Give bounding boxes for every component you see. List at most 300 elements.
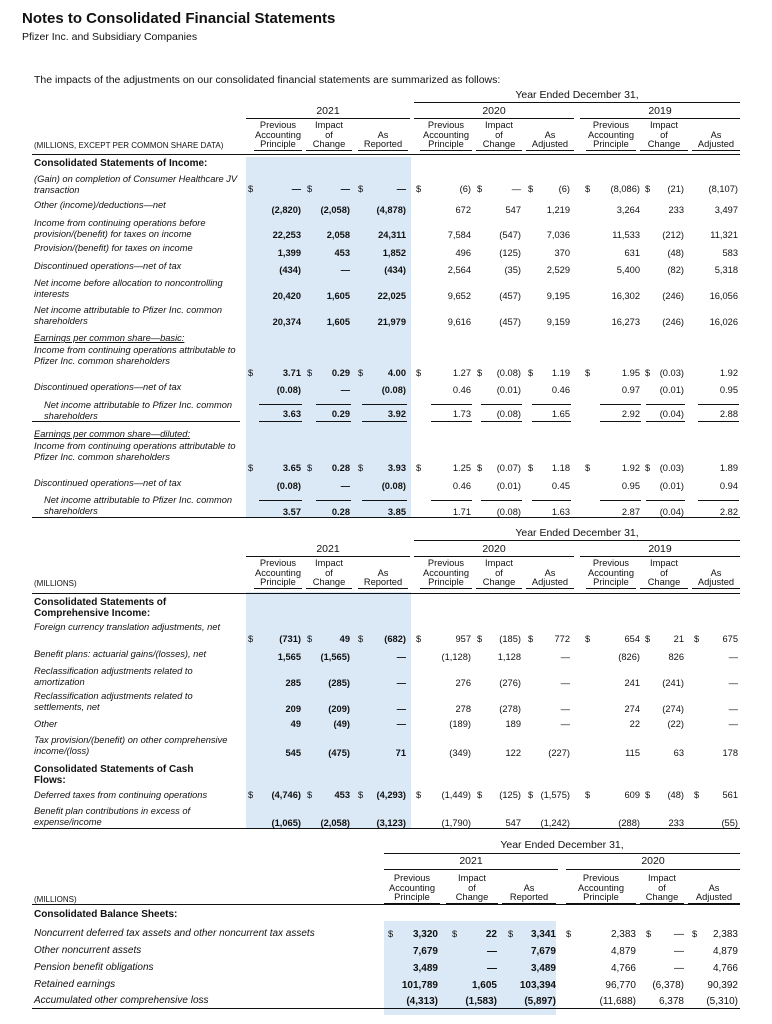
column-header-line: As [710, 129, 722, 140]
comprehensive-row-cell: 178 [722, 748, 738, 758]
column-header-line: Accounting [588, 129, 634, 140]
column-header-line: Accounting [578, 882, 624, 893]
total-rule [259, 404, 302, 405]
dollar-sign: $ [645, 184, 651, 194]
comprehensive-row-cell: 826 [668, 652, 684, 662]
column-header [420, 121, 472, 150]
income-row-cell: (4,878) [376, 205, 406, 215]
eps-diluted-row-cell: (0.01) [496, 481, 521, 491]
balance-row-cell: 3,489 [412, 963, 438, 974]
cash-flow-row-cell: 233 [668, 818, 684, 828]
section-title-balance: Consolidated Balance Sheets: [34, 909, 178, 920]
page-title: Notes to Consolidated Financial Statements [22, 10, 336, 27]
eps-diluted-row-cell: 3.85 [387, 507, 406, 517]
income-row-cell: 11,533 [612, 230, 640, 240]
income-row-cell: 9,159 [546, 317, 570, 327]
comprehensive-row-cell: — [560, 678, 570, 688]
dollar-sign: $ [248, 368, 254, 378]
total-rule [362, 404, 407, 405]
income-row-cell: 453 [334, 248, 350, 258]
income-row-cell: (246) [662, 291, 684, 301]
column-header-line: Accounting [423, 129, 469, 140]
column-header-line: Change [455, 892, 489, 902]
dollar-sign: $ [585, 368, 591, 378]
income-row-cell: 5,318 [714, 265, 738, 275]
comprehensive-row-label: Other [34, 719, 58, 729]
section-end-rule [32, 517, 740, 518]
section-title-cash-flows: Consolidated Statements of Cash Flows: [34, 764, 194, 786]
income-row-cell: 672 [455, 205, 471, 215]
comprehensive-row-cell: 278 [455, 704, 471, 714]
section-end-rule [32, 828, 740, 829]
eps-diluted-row-cell: (0.07) [496, 463, 521, 473]
eps-diluted-row-cell: 2.82 [719, 507, 738, 517]
column-header-line: Principle [394, 892, 430, 902]
column-header [526, 559, 574, 588]
eps-diluted-row-cell: (0.08) [496, 507, 521, 517]
income-row-cell: 496 [455, 248, 471, 258]
income-row-cell: (21) [667, 184, 684, 194]
column-header-line: Impact [650, 120, 678, 130]
eps-basic-row-cell: (0.08) [496, 409, 521, 419]
balance-row-cell: — [674, 946, 684, 957]
column-header-rule [526, 588, 574, 589]
income-row-label: Net income attributable to Pfizer Inc. common shareholders [34, 305, 223, 326]
column-header-line: Previous [259, 558, 297, 568]
eps-diluted-row-cell: (0.08) [381, 481, 406, 491]
eps-diluted-row-label: Income from continuing operations attributable to Pfizer Inc. common shareholders [34, 441, 236, 462]
column-header-line: Change [312, 139, 346, 149]
total-rule [362, 500, 407, 501]
column-header [420, 559, 472, 588]
comprehensive-row-cell: 545 [285, 748, 301, 758]
dollar-sign: $ [645, 634, 651, 644]
dollar-sign: $ [307, 463, 313, 473]
comprehensive-row-label: Benefit plans: actuarial gains/(losses), net [34, 649, 207, 659]
dollar-sign: $ [528, 463, 534, 473]
income-row-cell: 11,321 [710, 230, 738, 240]
income-row-cell: — [511, 184, 521, 194]
comprehensive-row-cell: — [396, 719, 406, 729]
balance-row-cell: 1,605 [471, 980, 497, 991]
comprehensive-row-cell: 49 [339, 634, 350, 644]
comprehensive-row-cell: 772 [554, 634, 570, 644]
income-row-label: (Gain) on completion of Consumer Healthcare JV transaction [34, 174, 238, 195]
cash-flow-row-cell: (1,449) [441, 790, 471, 800]
total-rule [646, 500, 685, 501]
year-rule [414, 556, 574, 557]
column-header-line: Principle [260, 577, 296, 587]
comprehensive-row-cell: 49 [290, 719, 301, 729]
total-rule [316, 500, 351, 501]
balance-row-cell: 4,879 [610, 946, 636, 957]
comprehensive-row-cell: 21 [673, 634, 684, 644]
column-header-line: Previous [427, 120, 465, 130]
cash-flow-row-cell: (1,065) [271, 818, 301, 828]
income-row-cell: (2,058) [320, 205, 350, 215]
eps-basic-row-cell: 0.95 [719, 385, 738, 395]
balance-row-cell: 2,383 [712, 929, 738, 940]
eps-basic-row-cell: 1.19 [551, 368, 570, 378]
dollar-sign: $ [694, 790, 700, 800]
eps-basic-row-label: Income from continuing operations attributable to Pfizer Inc. common shareholders [34, 345, 236, 366]
income-row-cell: (35) [504, 265, 521, 275]
year-rule [580, 118, 740, 119]
column-header-line: Principle [260, 139, 296, 149]
column-header [306, 121, 352, 150]
comprehensive-row-cell: (209) [328, 704, 350, 714]
year-rule [566, 869, 740, 870]
eps-diluted-row-cell: 1.25 [452, 463, 471, 473]
cash-flow-row-cell: (4,746) [271, 790, 301, 800]
balance-row-cell: 7,679 [530, 946, 556, 957]
total-rule [431, 421, 472, 422]
column-header-line: of [495, 567, 503, 578]
dollar-sign: $ [307, 634, 313, 644]
dollar-sign: $ [528, 790, 534, 800]
column-header-line: of [468, 882, 476, 893]
total-rule [481, 500, 522, 501]
eps-basic-row-cell: (0.01) [659, 385, 684, 395]
total-rule [362, 421, 407, 422]
income-row-cell: (434) [384, 265, 406, 275]
year-2021: 2021 [316, 543, 340, 555]
column-header [358, 121, 408, 150]
eps-basic-row-cell: 3.71 [282, 368, 301, 378]
column-header [692, 121, 740, 150]
income-row-cell: 233 [668, 205, 684, 215]
dollar-sign: $ [358, 790, 364, 800]
column-header-rule [306, 150, 352, 151]
cash-flow-row-cell: (125) [499, 790, 521, 800]
section-title-income: Consolidated Statements of Income: [34, 158, 208, 169]
dollar-sign: $ [416, 463, 422, 473]
income-row-cell: (82) [667, 265, 684, 275]
income-row-cell: — [340, 184, 350, 194]
comprehensive-row-cell: (278) [499, 704, 521, 714]
eps-basic-row-cell: 1.65 [551, 409, 570, 419]
eps-basic-row-label: Net income attributable to Pfizer Inc. common shareholders [44, 400, 233, 421]
comprehensive-row-cell: 189 [505, 719, 521, 729]
eps-basic-row-cell: (0.04) [659, 409, 684, 419]
comprehensive-row-cell: (227) [548, 748, 570, 758]
eps-diluted-row-label: Net income attributable to Pfizer Inc. common shareholders [44, 495, 233, 516]
cash-flow-row-cell: (1,790) [441, 818, 471, 828]
eps-basic-row-cell: 1.95 [621, 368, 640, 378]
dollar-sign: $ [694, 634, 700, 644]
column-header-line: Accounting [423, 567, 469, 578]
balance-row-cell: (11,688) [599, 996, 636, 1007]
eps-basic-row-cell: 0.29 [331, 368, 350, 378]
income-row-cell: 2,564 [447, 265, 471, 275]
year-rule [384, 869, 558, 870]
column-header-rule [586, 588, 636, 589]
eps-diluted-label: Earnings per common share—diluted: [34, 429, 191, 439]
eps-basic-row-cell: 1.92 [719, 368, 738, 378]
dollar-sign: $ [528, 634, 534, 644]
comprehensive-row-cell: — [560, 652, 570, 662]
comprehensive-row-cell: (1,128) [441, 652, 471, 662]
section-end-rule [32, 1008, 740, 1009]
column-header-rule [640, 588, 688, 589]
total-rule [532, 421, 571, 422]
cash-flow-row-cell: (1,242) [540, 818, 570, 828]
income-row-cell: (457) [499, 317, 521, 327]
balance-row-label: Other noncurrent assets [34, 945, 142, 956]
income-row-cell: 21,979 [377, 317, 406, 327]
column-header-line: Principle [593, 139, 629, 149]
comprehensive-row-cell: (731) [279, 634, 301, 644]
income-row-label: Discontinued operations—net of tax [34, 261, 182, 271]
column-header-line: Change [647, 577, 681, 587]
cash-flow-row-cell: (3,123) [376, 818, 406, 828]
column-header-line: Principle [428, 139, 464, 149]
balance-row-cell: 4,766 [610, 963, 636, 974]
dollar-sign: $ [566, 929, 572, 939]
column-header-rule [692, 150, 740, 151]
column-header-line: Impact [650, 558, 678, 568]
dollar-sign: $ [585, 790, 591, 800]
income-row-cell: — [340, 265, 350, 275]
eps-diluted-row-label: Discontinued operations—net of tax [34, 478, 182, 488]
eps-diluted-row-cell: 1.63 [551, 507, 570, 517]
comprehensive-row-cell: 22 [629, 719, 640, 729]
eps-diluted-row-cell: (0.04) [659, 507, 684, 517]
dollar-sign: $ [248, 463, 254, 473]
eps-basic-row-cell: (0.03) [659, 368, 684, 378]
balance-row-cell: (4,313) [406, 996, 438, 1007]
dollar-sign: $ [358, 463, 364, 473]
comprehensive-row-cell: — [728, 719, 738, 729]
column-header-line: Previous [592, 120, 630, 130]
dollar-sign: $ [528, 184, 534, 194]
cash-flow-row-cell: (4,293) [376, 790, 406, 800]
year-2020: 2020 [482, 543, 506, 555]
dollar-sign: $ [477, 184, 483, 194]
dollar-sign: $ [416, 368, 422, 378]
page-subtitle: Pfizer Inc. and Subsidiary Companies [22, 31, 198, 43]
eps-diluted-row-cell: 3.93 [387, 463, 406, 473]
eps-basic-row-cell: — [340, 385, 350, 395]
column-header-line: Principle [593, 577, 629, 587]
total-rule [259, 421, 302, 422]
income-row-cell: 9,195 [546, 291, 570, 301]
column-header-line: Impact [485, 558, 513, 568]
income-row-cell: 3,497 [714, 205, 738, 215]
comprehensive-row-cell: 1,565 [277, 652, 301, 662]
column-header-line: Adjusted [697, 577, 735, 587]
dollar-sign: $ [477, 790, 483, 800]
dollar-sign: $ [477, 463, 483, 473]
column-header-line: Previous [427, 558, 465, 568]
comprehensive-row-cell: (1,565) [320, 652, 350, 662]
comprehensive-row-cell: — [728, 678, 738, 688]
column-header [526, 121, 574, 150]
eps-basic-row-cell: 1.27 [452, 368, 471, 378]
total-rule [481, 404, 522, 405]
eps-diluted-row-cell: 0.45 [551, 481, 570, 491]
income-row-cell: (125) [499, 248, 521, 258]
column-header-line: As [377, 567, 389, 578]
year-2020: 2020 [641, 855, 665, 867]
eps-basic-row-cell: 0.46 [551, 385, 570, 395]
cash-flow-row-cell: 547 [505, 818, 521, 828]
column-header-rule [358, 588, 408, 589]
income-row-cell: 583 [722, 248, 738, 258]
income-row-cell: 16,026 [709, 317, 738, 327]
period-title: Year Ended December 31, [515, 527, 639, 539]
column-header [446, 874, 498, 903]
income-row-cell: (547) [499, 230, 521, 240]
column-header [688, 874, 740, 903]
column-header-rule [358, 150, 408, 151]
column-header-line: Impact [648, 873, 676, 883]
column-header-line: Accounting [389, 882, 435, 893]
column-header [384, 874, 440, 903]
column-header-line: of [660, 129, 668, 140]
column-header [640, 121, 688, 150]
total-rule [600, 421, 641, 422]
column-header [476, 559, 522, 588]
eps-diluted-row-cell: 1.92 [621, 463, 640, 473]
eps-basic-row-cell: 3.92 [387, 409, 406, 419]
balance-row-cell: 7,679 [412, 946, 438, 957]
column-header-line: As [710, 567, 722, 578]
column-header-rule [306, 588, 352, 589]
column-header-line: Impact [315, 558, 343, 568]
dollar-sign: $ [248, 790, 254, 800]
column-header-line: Previous [259, 120, 297, 130]
income-row-cell: — [291, 184, 301, 194]
dollar-sign: $ [508, 929, 514, 939]
dollar-sign: $ [358, 368, 364, 378]
column-header-line: As [544, 129, 556, 140]
dollar-sign: $ [358, 634, 364, 644]
balance-row-cell: — [674, 929, 684, 940]
column-header-line: Previous [592, 558, 630, 568]
comprehensive-row-cell: — [560, 704, 570, 714]
column-header-line: Adjusted [531, 139, 569, 149]
eps-diluted-row-cell: — [340, 481, 350, 491]
income-row-cell: (6) [558, 184, 570, 194]
balance-row-cell: 3,320 [412, 929, 438, 940]
dollar-sign: $ [452, 929, 458, 939]
eps-basic-label: Earnings per common share—basic: [34, 333, 185, 343]
column-header-rule [476, 150, 522, 151]
income-row-cell: (457) [499, 291, 521, 301]
year-rule [246, 556, 410, 557]
eps-diluted-row-cell: 3.65 [282, 463, 301, 473]
year-2021: 2021 [316, 105, 340, 117]
eps-basic-row-cell: 2.92 [621, 409, 640, 419]
period-title: Year Ended December 31, [500, 839, 624, 851]
cash-flow-row-label: Deferred taxes from continuing operations [34, 790, 208, 800]
cash-flow-row-cell: (288) [618, 818, 640, 828]
comprehensive-row-cell: — [728, 704, 738, 714]
column-header [566, 874, 636, 903]
eps-diluted-row-cell: 0.28 [331, 463, 350, 473]
column-header-line: Accounting [255, 567, 301, 578]
comprehensive-row-cell: 241 [624, 678, 640, 688]
column-header-line: of [660, 567, 668, 578]
balance-row-cell: (5,310) [706, 996, 738, 1007]
eps-basic-row-cell: (0.08) [276, 385, 301, 395]
column-header-line: As [523, 882, 535, 893]
column-header [254, 121, 302, 150]
balance-row-cell: 101,789 [401, 980, 438, 991]
income-row-cell: 20,374 [272, 317, 301, 327]
column-header-rule [692, 588, 740, 589]
balance-row-label: Noncurrent deferred tax assets and other noncurrent tax assets [34, 928, 315, 939]
column-header [586, 559, 636, 588]
column-header-line: Impact [485, 120, 513, 130]
dollar-sign: $ [585, 463, 591, 473]
units-label: (MILLIONS, EXCEPT PER COMMON SHARE DATA) [34, 141, 224, 150]
eps-diluted-row-cell: 3.57 [282, 507, 301, 517]
comprehensive-row-cell: (185) [499, 634, 521, 644]
column-header [586, 121, 636, 150]
income-row-cell: 1,605 [326, 291, 350, 301]
year-2019: 2019 [648, 105, 672, 117]
comprehensive-row-cell: (22) [667, 719, 684, 729]
eps-diluted-row-cell: 1.71 [452, 507, 471, 517]
cash-flow-row-cell: (48) [667, 790, 684, 800]
column-header-line: Change [312, 577, 346, 587]
column-header-line: As [708, 882, 720, 893]
dollar-sign: $ [416, 184, 422, 194]
balance-row-cell: 4,879 [712, 946, 738, 957]
income-row-cell: 7,584 [447, 230, 471, 240]
income-row-cell: (8,086) [610, 184, 640, 194]
eps-diluted-row-cell: 1.18 [551, 463, 570, 473]
comprehensive-row-cell: 122 [505, 748, 521, 758]
section-rule [32, 154, 740, 155]
income-row-cell: 22,253 [272, 230, 301, 240]
balance-row-cell: (5,897) [524, 996, 556, 1007]
comprehensive-row-cell: 274 [624, 704, 640, 714]
balance-row-cell: 3,489 [530, 963, 556, 974]
column-header-rule [254, 588, 302, 589]
balance-row-cell: 3,341 [530, 929, 556, 940]
units-label: (MILLIONS) [34, 895, 77, 904]
period-rule [414, 540, 740, 541]
comprehensive-row-label: Foreign currency translation adjustments, net [34, 622, 221, 632]
comprehensive-row-cell: 675 [722, 634, 738, 644]
income-row-label: Net income before allocation to noncontrolling interests [34, 278, 223, 299]
comprehensive-row-label: Reclassification adjustments related to settlements, net [34, 691, 193, 712]
column-header-line: Reported [363, 577, 403, 587]
column-header-rule [586, 150, 636, 151]
column-header [640, 559, 688, 588]
section-rule [32, 593, 740, 594]
income-row-cell: 9,652 [447, 291, 471, 301]
column-header-line: Adjusted [697, 139, 735, 149]
balance-row-cell: 6,378 [658, 996, 684, 1007]
comprehensive-row-cell: (826) [618, 652, 640, 662]
comprehensive-row-cell: 115 [625, 748, 640, 758]
total-rule [532, 404, 571, 405]
column-header-line: As [377, 129, 389, 140]
balance-row-cell: 22 [485, 929, 497, 940]
income-row-cell: 7,036 [546, 230, 570, 240]
dollar-sign: $ [528, 368, 534, 378]
column-header-line: Previous [582, 873, 620, 883]
income-row-cell: 2,529 [546, 265, 570, 275]
income-row-cell: — [396, 184, 406, 194]
dollar-sign: $ [645, 790, 651, 800]
dollar-sign: $ [358, 184, 364, 194]
column-header [358, 559, 408, 588]
